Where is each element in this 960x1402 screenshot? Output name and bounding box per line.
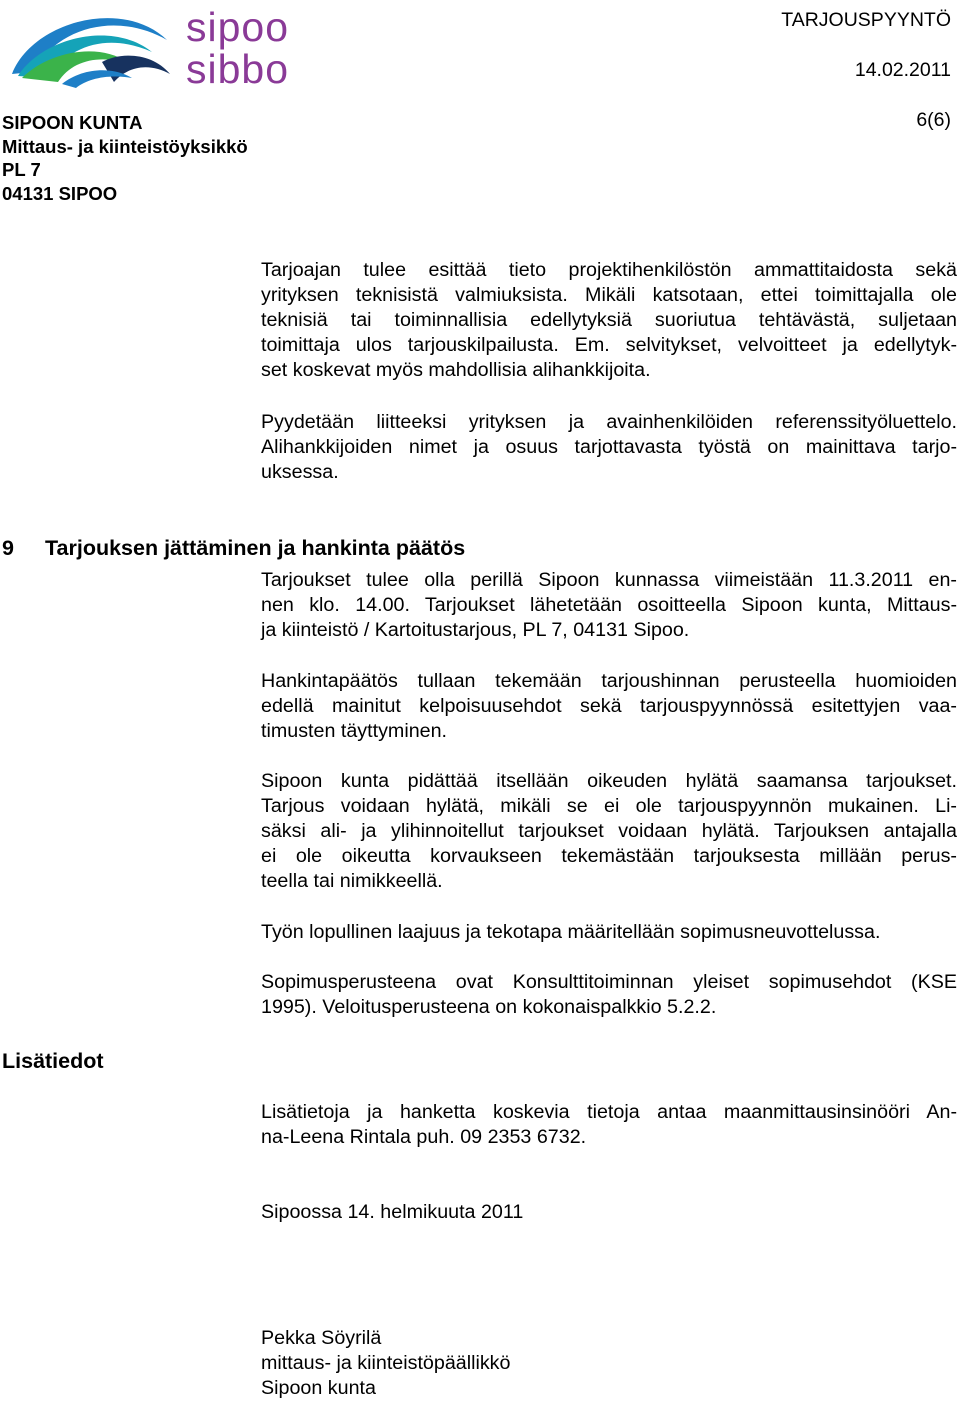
section9-paragraph-5 <box>261 970 957 1020</box>
text-line: Alihankkijoiden nimet ja osuus tarjottavasta työstä on mainittava tarjo- <box>261 436 957 458</box>
info-paragraph <box>261 1100 957 1150</box>
text-line: teknisiä tai toiminnallisia edellytyksiä suoriutua tehtävästä, suljetaan <box>261 309 957 331</box>
text-line: toimittaja ulos tarjouskilpailusta. Em. selvitykset, velvoitteet ja edellytyk- <box>261 334 957 356</box>
signature-block <box>261 1326 510 1401</box>
org-po-box: PL 7 <box>2 159 41 180</box>
info-heading: Lisätiedot <box>2 1049 104 1073</box>
text-line: Sipoon kunta pidättää itsellään oikeuden hylätä saamansa tarjoukset. <box>261 770 957 792</box>
section9-paragraph-3 <box>261 769 957 894</box>
place-and-date: Sipoossa 14. helmikuuta 2011 <box>261 1201 524 1223</box>
document-date: 14.02.2011 <box>854 59 951 81</box>
text-line: säksi ali- ja ylihinnoitellut tarjoukset voidaan hylätä. Tarjouksen antajalla <box>261 820 957 842</box>
text-line: timusten täyttyminen. <box>261 720 448 742</box>
wave-logo-icon <box>2 2 182 92</box>
logo-text-sibbo: sibbo <box>186 46 290 92</box>
text-line: Hankintapäätös tullaan tekemään tarjoushinnan perusteella huomioiden <box>261 670 957 692</box>
signer-organization: Sipoon kunta <box>261 1377 376 1399</box>
text-line: Pyydetään liitteeksi yrityksen ja avainhenkilöiden referenssityöluettelo. <box>261 411 957 433</box>
sipoo-logo <box>2 2 302 92</box>
org-unit: Mittaus- ja kiinteistöyksikkö <box>2 135 248 157</box>
intro-paragraph-1 <box>261 258 957 383</box>
text-line: Työn lopullinen laajuus ja tekotapa määritellään sopimusneuvottelussa. <box>261 921 881 943</box>
text-line: yrityksen teknisistä valmiuksista. Mikäli katsotaan, ettei toimittajalla ole <box>261 284 957 306</box>
text-line: ei ole oikeutta korvaukseen tekemästään tarjouksesta millään perus- <box>261 845 957 867</box>
text-line: Sopimusperusteena ovat Konsulttitoiminnan yleiset sopimusehdot (KSE <box>261 971 957 993</box>
section9-paragraph-2 <box>261 669 957 744</box>
text-line: set koskevat myös mahdollisia alihankkijoita. <box>261 359 651 381</box>
section9-paragraph-4 <box>261 920 957 945</box>
org-name: SIPOON KUNTA <box>2 112 143 133</box>
signer-title: mittaus- ja kiinteistöpäällikkö <box>261 1352 511 1374</box>
document-type: TARJOUSPYYNTÖ <box>781 9 951 31</box>
logo-text-sipoo: sipoo <box>186 4 290 50</box>
text-line: Lisätietoja ja hanketta koskevia tietoja antaa maanmittausinsinööri An- <box>261 1101 957 1123</box>
org-postal: 04131 SIPOO <box>2 182 118 204</box>
text-line: 1995). Veloitusperusteena on kokonaispalkkio 5.2.2. <box>261 996 717 1018</box>
text-line: teella tai nimikkeellä. <box>261 870 443 892</box>
text-line: Tarjoukset tulee olla perillä Sipoon kunnassa viimeistään 11.3.2011 en- <box>261 569 957 591</box>
text-line: nen klo. 14.00. Tarjoukset lähetetään osoitteella Sipoon kunta, Mittaus- <box>261 594 957 616</box>
intro-paragraph-2 <box>261 410 957 485</box>
text-line: edellä mainitut kelpoisuusehdot sekä tarjouspyynnössä esitettyjen vaa- <box>261 695 957 717</box>
text-line: uksessa. <box>261 461 339 483</box>
section-title: Tarjouksen jättäminen ja hankinta päätös <box>45 536 466 560</box>
signer-name: Pekka Söyrilä <box>261 1327 382 1349</box>
organization-address <box>2 111 248 205</box>
section9-paragraph-1 <box>261 568 957 643</box>
page-number: 6(6) <box>916 109 951 131</box>
text-line: Tarjoajan tulee esittää tieto projektihenkilöstön ammattitaidosta sekä <box>261 259 957 281</box>
text-line: Tarjous voidaan hylätä, mikäli se ei ole tarjouspyynnön mukainen. Li- <box>261 795 957 817</box>
text-line: na-Leena Rintala puh. 09 2353 6732. <box>261 1126 587 1148</box>
section-number: 9 <box>2 536 14 560</box>
text-line: ja kiinteistö / Kartoitustarjous, PL 7, 04131 Sipoo. <box>261 619 690 641</box>
